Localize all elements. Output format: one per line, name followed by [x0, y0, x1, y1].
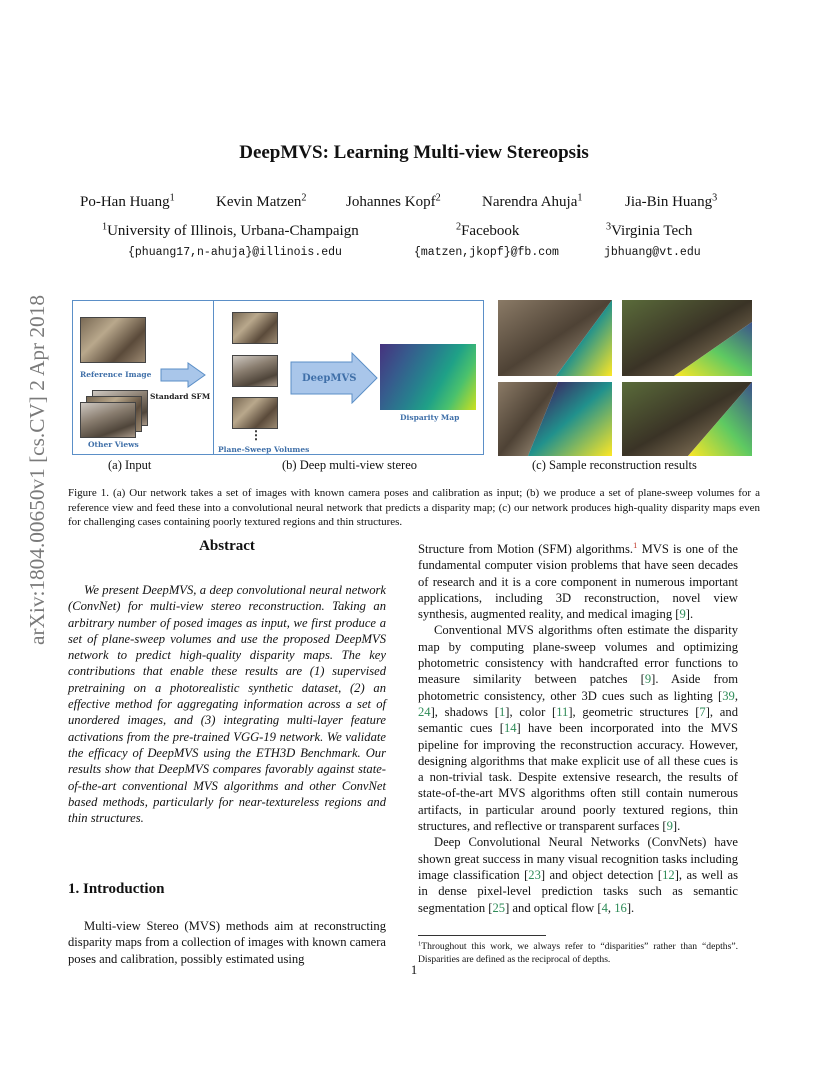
citation-link[interactable]: 4: [601, 900, 608, 915]
citation-link[interactable]: 9: [644, 672, 652, 687]
arrow-sfm: [160, 362, 206, 388]
sfm-label: Standard SFM: [150, 392, 211, 401]
email-1: {phuang17,n-ahuja}@illinois.edu: [128, 246, 342, 259]
right-paragraph-3: Deep Convolutional Neural Networks (ConvNets) have shown great success in many visual recognition tasks including image classification [23] and object detection [12], as well as in dense pixel-level prediction tasks such as semantic segmentation [25] and optical flow [4, 16].: [418, 835, 739, 915]
abstract-heading: Abstract: [199, 538, 255, 554]
plane-sweep-label: Plane-Sweep Volumes: [218, 445, 310, 454]
citation-link[interactable]: 24: [418, 704, 431, 719]
figure-1: [72, 300, 756, 475]
citation-link[interactable]: 9: [666, 819, 673, 834]
citation-link[interactable]: 14: [503, 721, 517, 736]
email-3: jbhuang@vt.edu: [604, 246, 701, 259]
right-paragraph-1: Structure from Motion (SFM) algorithms.$^1$ MVS is one of the fundamental computer vision problems that have seen decades of research and it is a core component in numerous important applications, including 3D reconstruction, novel view synthesis, augmented reality, and medical imaging [9].: [418, 540, 739, 622]
arxiv-stamp: [18, 290, 52, 650]
sample-results: [498, 300, 754, 456]
deepmvs-label: DeepMVS: [302, 373, 357, 384]
email-2: {matzen,jkopf}@fb.com: [414, 246, 559, 259]
reference-image: [80, 317, 146, 363]
right-paragraph-2: Conventional MVS algorithms often estimate the disparity map by computing plane-sweep volumes and optimizing photometric consistency with handcrafted error functions to measure similarity between patches [9]. Aside from photometric consistency, other 3D cues such as lighting [39, 24], shadows [1], color [11], geometric structures [7], and semantic cues [14] have been incorporated into the MVS pipeline for improving the reconstruction accuracy. However, designing algorithms that make explicit use of all these cues is a non-trivial task. Despite extensive research, the results of state-of-the-art MVS algorithms often still contain numerous artifacts, in particular around poorly textured regions, thin structures, and reflective or transparent surfaces [9].: [418, 623, 738, 834]
citation-link[interactable]: 25: [492, 900, 506, 915]
affiliation-1: $^1$University of Illinois, Urbana-Champaign: [102, 221, 359, 239]
disparity-map-label: Disparity Map: [400, 413, 460, 422]
citation-link[interactable]: 9: [679, 607, 686, 622]
intro-heading: 1. Introduction: [68, 881, 165, 897]
author-5: Jia-Bin Huang$^3$: [625, 192, 718, 210]
subcaption-c: (c) Sample reconstruction results: [532, 458, 697, 472]
other-view-1: [80, 402, 136, 438]
footnote: $^1$Throughout this work, we always refer to “disparities” rather than “depths”. Disparities are defined as the reciprocal of depths.: [418, 940, 738, 965]
reference-image-label: Reference Image: [80, 370, 152, 379]
page-number: 1: [410, 963, 418, 977]
citation-link[interactable]: 1: [499, 704, 506, 719]
figure-caption: Figure 1. (a) Our network takes a set of images with known camera poses and calibration as input; (b) we produce a set of plane-sweep volumes for a reference view and feed these into a convolutional neural network that predicts a disparity map; (c) our network produces high-quality disparity maps even for challenging cases containing poorly textured regions and thin structures.: [68, 487, 760, 528]
plane-sweep-volume-3: [232, 397, 278, 429]
paper-title: DeepMVS: Learning Multi-view Stereopsis: [239, 142, 589, 163]
disparity-map: [380, 344, 476, 410]
footnote-rule: [418, 935, 546, 936]
subcaption-a: (a) Input: [108, 458, 152, 472]
footnote-marker: 1: [633, 540, 638, 551]
author-3: Johannes Kopf$^2$: [346, 192, 441, 210]
plane-sweep-volume-1: [232, 312, 278, 344]
arxiv-stamp-text: arXiv:1804.00650v1 [cs.CV] 2 Apr 2018: [25, 299, 49, 645]
abstract-text: We present DeepMVS, a deep convolutional neural network (ConvNet) for multi-view stereo reconstruction. Taking an arbitrary number of posed images as input, we first produce a set of plane-sweep volumes and use the proposed DeepMVS network to predict high-quality disparity maps. The key contributions that enable these results are (1) supervised pretraining on a photorealistic synthetic dataset, (2) an effective method for aggregating information across a set of unordered images, and (3) integrating multi-layer feature activations from the pre-trained VGG-19 network. We validate the efficacy of DeepMVS using the ETH3D Benchmark. Our results show that DeepMVS compares favorably against state-of-the-art conventional MVS algorithms and other ConvNet based methods, particularly for near-textureless regions and thin structures.: [68, 583, 386, 826]
affiliation-3: $^3$Virginia Tech: [606, 221, 693, 239]
citation-link[interactable]: 16: [614, 900, 627, 915]
other-views-label: Other Views: [88, 440, 139, 449]
citation-link[interactable]: 11: [556, 704, 569, 719]
citation-link[interactable]: 7: [699, 704, 706, 719]
right-column: [418, 541, 738, 916]
author-1: Po-Han Huang$^1$: [80, 192, 175, 210]
affiliation-2: $^2$Facebook: [456, 221, 520, 239]
ellipsis-dots: ⋮: [250, 428, 262, 442]
author-4: Narendra Ahuja$^1$: [482, 192, 583, 210]
citation-link[interactable]: 23: [528, 867, 541, 882]
citation-link[interactable]: 39: [722, 688, 735, 703]
pipeline-divider: [213, 300, 214, 455]
citation-link[interactable]: 12: [662, 867, 675, 882]
plane-sweep-volume-2: [232, 355, 278, 387]
intro-paragraph-1: Multi-view Stereo (MVS) methods aim at reconstructing disparity maps from a collection of images with known camera poses and calibration, possibly estimated using: [68, 919, 386, 966]
author-2: Kevin Matzen$^2$: [216, 192, 307, 210]
subcaption-b: (b) Deep multi-view stereo: [282, 458, 418, 472]
